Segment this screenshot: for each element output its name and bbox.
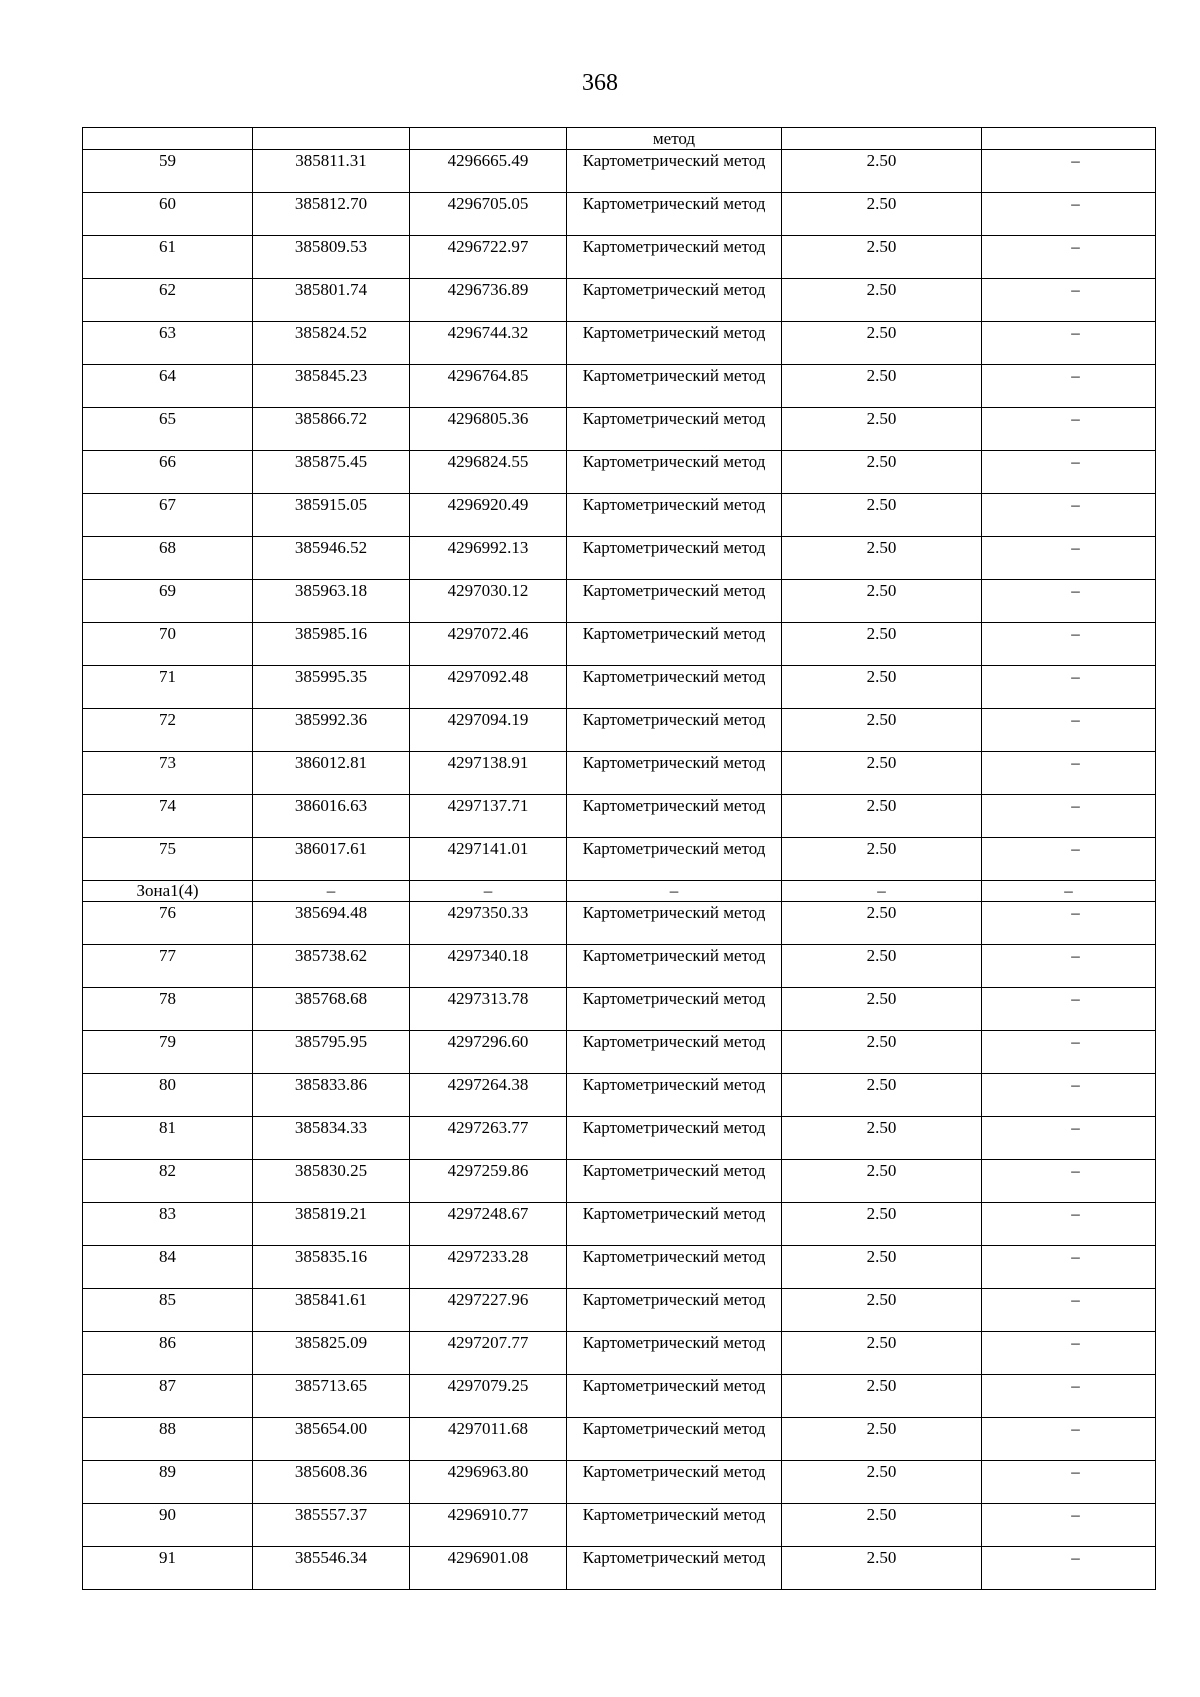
cell-x: 385875.45	[253, 451, 410, 494]
cell-note: –	[982, 580, 1156, 623]
cell-note: –	[982, 988, 1156, 1031]
cell-error: 2.50	[782, 1117, 982, 1160]
cell-note: –	[982, 236, 1156, 279]
cell-number: 61	[83, 236, 253, 279]
table-row	[83, 988, 1156, 1031]
cell-note: –	[982, 838, 1156, 881]
table-row	[83, 236, 1156, 279]
cell-method: Картометрический метод	[567, 902, 782, 945]
cell-y: 4296764.85	[410, 365, 567, 408]
cell-x: 385992.36	[253, 709, 410, 752]
cell-x: 385833.86	[253, 1074, 410, 1117]
table-body	[83, 128, 1156, 1590]
cell-number: 85	[83, 1289, 253, 1332]
cell-note: –	[982, 451, 1156, 494]
cell-number: 84	[83, 1246, 253, 1289]
cell-x: 385819.21	[253, 1203, 410, 1246]
cell-x: 385845.23	[253, 365, 410, 408]
cell-method: метод	[567, 128, 782, 150]
cell-method: Картометрический метод	[567, 945, 782, 988]
cell-note: –	[982, 1461, 1156, 1504]
table-row	[83, 1160, 1156, 1203]
cell-error: 2.50	[782, 1332, 982, 1375]
cell-note: –	[982, 193, 1156, 236]
cell-number	[83, 128, 253, 150]
cell-number: 69	[83, 580, 253, 623]
cell-x: 385801.74	[253, 279, 410, 322]
cell-y: 4296705.05	[410, 193, 567, 236]
cell-y: 4297092.48	[410, 666, 567, 709]
cell-number: 74	[83, 795, 253, 838]
cell-x: 386017.61	[253, 838, 410, 881]
cell-method: Картометрический метод	[567, 236, 782, 279]
cell-method: Картометрический метод	[567, 408, 782, 451]
cell-number: 87	[83, 1375, 253, 1418]
cell-note	[982, 128, 1156, 150]
cell-x: –	[253, 881, 410, 902]
cell-method: Картометрический метод	[567, 1031, 782, 1074]
cell-error: 2.50	[782, 365, 982, 408]
cell-method: –	[567, 881, 782, 902]
cell-number: 70	[83, 623, 253, 666]
table-row	[83, 408, 1156, 451]
cell-note: –	[982, 408, 1156, 451]
cell-error: 2.50	[782, 322, 982, 365]
table-row	[83, 1246, 1156, 1289]
cell-note: –	[982, 537, 1156, 580]
cell-x: 385830.25	[253, 1160, 410, 1203]
cell-method: Картометрический метод	[567, 1117, 782, 1160]
table-row	[83, 1332, 1156, 1375]
cell-method: Картометрический метод	[567, 666, 782, 709]
cell-x: 385546.34	[253, 1547, 410, 1590]
cell-y: 4297350.33	[410, 902, 567, 945]
cell-number: 72	[83, 709, 253, 752]
cell-method: Картометрический метод	[567, 537, 782, 580]
cell-error: 2.50	[782, 1289, 982, 1332]
cell-error	[782, 128, 982, 150]
cell-error: 2.50	[782, 451, 982, 494]
cell-method: Картометрический метод	[567, 279, 782, 322]
cell-note: –	[982, 279, 1156, 322]
cell-y: 4297264.38	[410, 1074, 567, 1117]
cell-method: Картометрический метод	[567, 838, 782, 881]
cell-number: 86	[83, 1332, 253, 1375]
cell-y: 4297248.67	[410, 1203, 567, 1246]
table-row	[83, 1117, 1156, 1160]
cell-method: Картометрический метод	[567, 580, 782, 623]
cell-x: 385825.09	[253, 1332, 410, 1375]
cell-error: 2.50	[782, 279, 982, 322]
cell-method: Картометрический метод	[567, 623, 782, 666]
cell-method: Картометрический метод	[567, 322, 782, 365]
cell-number: 68	[83, 537, 253, 580]
cell-x: 385946.52	[253, 537, 410, 580]
cell-number: 88	[83, 1418, 253, 1461]
cell-y: 4297263.77	[410, 1117, 567, 1160]
cell-y: 4297072.46	[410, 623, 567, 666]
cell-note: –	[982, 881, 1156, 902]
cell-error: 2.50	[782, 236, 982, 279]
cell-number: 60	[83, 193, 253, 236]
cell-x: 385811.31	[253, 150, 410, 193]
cell-number: 62	[83, 279, 253, 322]
cell-number: 63	[83, 322, 253, 365]
cell-note: –	[982, 494, 1156, 537]
cell-error: 2.50	[782, 1246, 982, 1289]
cell-x: 385694.48	[253, 902, 410, 945]
cell-method: Картометрический метод	[567, 1074, 782, 1117]
cell-x: 385834.33	[253, 1117, 410, 1160]
table-row	[83, 1031, 1156, 1074]
cell-error: 2.50	[782, 752, 982, 795]
cell-method: Картометрический метод	[567, 1418, 782, 1461]
cell-y: 4296920.49	[410, 494, 567, 537]
cell-error: 2.50	[782, 193, 982, 236]
cell-note: –	[982, 1332, 1156, 1375]
table-row	[83, 1418, 1156, 1461]
cell-method: Картометрический метод	[567, 365, 782, 408]
cell-method: Картометрический метод	[567, 1547, 782, 1590]
table-row	[83, 365, 1156, 408]
cell-error: –	[782, 881, 982, 902]
cell-y: 4297207.77	[410, 1332, 567, 1375]
cell-y: 4296824.55	[410, 451, 567, 494]
table-row	[83, 1547, 1156, 1590]
cell-number: 66	[83, 451, 253, 494]
table-row	[83, 666, 1156, 709]
cell-x: 385654.00	[253, 1418, 410, 1461]
cell-number: 83	[83, 1203, 253, 1246]
cell-note: –	[982, 150, 1156, 193]
cell-number: 82	[83, 1160, 253, 1203]
cell-note: –	[982, 1375, 1156, 1418]
coordinates-table	[82, 127, 1156, 1590]
cell-error: 2.50	[782, 1203, 982, 1246]
cell-x: 385835.16	[253, 1246, 410, 1289]
cell-number: Зона1(4)	[83, 881, 253, 902]
table-row	[83, 795, 1156, 838]
cell-error: 2.50	[782, 1031, 982, 1074]
cell-y: –	[410, 881, 567, 902]
cell-x: 385824.52	[253, 322, 410, 365]
cell-y: 4297138.91	[410, 752, 567, 795]
cell-y: 4296992.13	[410, 537, 567, 580]
cell-method: Картометрический метод	[567, 1289, 782, 1332]
cell-method: Картометрический метод	[567, 1461, 782, 1504]
table-row	[83, 623, 1156, 666]
cell-y: 4297079.25	[410, 1375, 567, 1418]
cell-y: 4297094.19	[410, 709, 567, 752]
cell-number: 78	[83, 988, 253, 1031]
cell-x: 385995.35	[253, 666, 410, 709]
cell-number: 89	[83, 1461, 253, 1504]
cell-note: –	[982, 752, 1156, 795]
zone-row	[83, 881, 1156, 902]
cell-x: 385713.65	[253, 1375, 410, 1418]
cell-y: 4296805.36	[410, 408, 567, 451]
table-row	[83, 1375, 1156, 1418]
table-row	[83, 1461, 1156, 1504]
cell-note: –	[982, 666, 1156, 709]
page-number: 368	[582, 70, 618, 96]
cell-y: 4297296.60	[410, 1031, 567, 1074]
cell-y: 4296963.80	[410, 1461, 567, 1504]
cell-error: 2.50	[782, 1074, 982, 1117]
cell-number: 91	[83, 1547, 253, 1590]
cell-error: 2.50	[782, 150, 982, 193]
cell-y: 4297137.71	[410, 795, 567, 838]
cell-number: 76	[83, 902, 253, 945]
cell-x: 385866.72	[253, 408, 410, 451]
cell-error: 2.50	[782, 1504, 982, 1547]
cell-x: 385812.70	[253, 193, 410, 236]
cell-x: 385768.68	[253, 988, 410, 1031]
table-row	[83, 537, 1156, 580]
cell-y: 4296736.89	[410, 279, 567, 322]
cell-method: Картометрический метод	[567, 1332, 782, 1375]
cell-note: –	[982, 1074, 1156, 1117]
cell-x: 385963.18	[253, 580, 410, 623]
cell-y: 4297011.68	[410, 1418, 567, 1461]
cell-y: 4297227.96	[410, 1289, 567, 1332]
cell-note: –	[982, 709, 1156, 752]
table-row	[83, 193, 1156, 236]
cell-number: 64	[83, 365, 253, 408]
cell-note: –	[982, 945, 1156, 988]
cell-error: 2.50	[782, 623, 982, 666]
cell-note: –	[982, 1547, 1156, 1590]
cell-error: 2.50	[782, 1547, 982, 1590]
cell-note: –	[982, 1246, 1156, 1289]
cell-y: 4296722.97	[410, 236, 567, 279]
table-row	[83, 279, 1156, 322]
table-row	[83, 752, 1156, 795]
cell-method: Картометрический метод	[567, 1504, 782, 1547]
cell-y: 4297259.86	[410, 1160, 567, 1203]
cell-method: Картометрический метод	[567, 1203, 782, 1246]
cell-x: 386012.81	[253, 752, 410, 795]
cell-y: 4297340.18	[410, 945, 567, 988]
cell-method: Картометрический метод	[567, 150, 782, 193]
cell-y: 4296665.49	[410, 150, 567, 193]
cell-note: –	[982, 1160, 1156, 1203]
cell-x: 385915.05	[253, 494, 410, 537]
cell-number: 81	[83, 1117, 253, 1160]
cell-method: Картометрический метод	[567, 1160, 782, 1203]
cell-y: 4297141.01	[410, 838, 567, 881]
cell-method: Картометрический метод	[567, 193, 782, 236]
cell-error: 2.50	[782, 838, 982, 881]
cell-note: –	[982, 795, 1156, 838]
cell-number: 59	[83, 150, 253, 193]
continuation-row	[83, 128, 1156, 150]
cell-note: –	[982, 1203, 1156, 1246]
cell-number: 77	[83, 945, 253, 988]
cell-error: 2.50	[782, 988, 982, 1031]
cell-number: 80	[83, 1074, 253, 1117]
cell-error: 2.50	[782, 902, 982, 945]
cell-number: 79	[83, 1031, 253, 1074]
cell-y: 4296744.32	[410, 322, 567, 365]
cell-error: 2.50	[782, 580, 982, 623]
cell-method: Картометрический метод	[567, 709, 782, 752]
cell-number: 65	[83, 408, 253, 451]
cell-error: 2.50	[782, 494, 982, 537]
cell-y: 4296901.08	[410, 1547, 567, 1590]
table-row	[83, 494, 1156, 537]
cell-error: 2.50	[782, 945, 982, 988]
cell-method: Картометрический метод	[567, 752, 782, 795]
table-row	[83, 1289, 1156, 1332]
cell-y: 4297233.28	[410, 1246, 567, 1289]
cell-number: 90	[83, 1504, 253, 1547]
cell-error: 2.50	[782, 666, 982, 709]
cell-x: 385809.53	[253, 236, 410, 279]
table-row	[83, 451, 1156, 494]
cell-y: 4297313.78	[410, 988, 567, 1031]
cell-method: Картометрический метод	[567, 494, 782, 537]
cell-number: 71	[83, 666, 253, 709]
cell-error: 2.50	[782, 709, 982, 752]
cell-error: 2.50	[782, 1375, 982, 1418]
cell-note: –	[982, 623, 1156, 666]
cell-number: 75	[83, 838, 253, 881]
table-row	[83, 580, 1156, 623]
cell-note: –	[982, 1418, 1156, 1461]
cell-error: 2.50	[782, 1160, 982, 1203]
table-row	[83, 1074, 1156, 1117]
cell-x: 385608.36	[253, 1461, 410, 1504]
cell-x: 385738.62	[253, 945, 410, 988]
cell-x: 385985.16	[253, 623, 410, 666]
cell-error: 2.50	[782, 795, 982, 838]
cell-method: Картометрический метод	[567, 988, 782, 1031]
cell-x: 385841.61	[253, 1289, 410, 1332]
cell-x: 385557.37	[253, 1504, 410, 1547]
table-row	[83, 322, 1156, 365]
cell-number: 73	[83, 752, 253, 795]
cell-number: 67	[83, 494, 253, 537]
cell-note: –	[982, 902, 1156, 945]
cell-method: Картометрический метод	[567, 795, 782, 838]
cell-error: 2.50	[782, 537, 982, 580]
cell-note: –	[982, 1504, 1156, 1547]
cell-y	[410, 128, 567, 150]
cell-error: 2.50	[782, 408, 982, 451]
table-row	[83, 902, 1156, 945]
cell-method: Картометрический метод	[567, 451, 782, 494]
cell-note: –	[982, 1117, 1156, 1160]
cell-x: 385795.95	[253, 1031, 410, 1074]
table-row	[83, 150, 1156, 193]
cell-y: 4297030.12	[410, 580, 567, 623]
cell-x: 386016.63	[253, 795, 410, 838]
table-row	[83, 1504, 1156, 1547]
cell-method: Картометрический метод	[567, 1375, 782, 1418]
table-row	[83, 709, 1156, 752]
cell-note: –	[982, 1031, 1156, 1074]
cell-note: –	[982, 365, 1156, 408]
cell-note: –	[982, 1289, 1156, 1332]
cell-x	[253, 128, 410, 150]
cell-error: 2.50	[782, 1418, 982, 1461]
cell-y: 4296910.77	[410, 1504, 567, 1547]
table-row	[83, 1203, 1156, 1246]
table-row	[83, 945, 1156, 988]
cell-note: –	[982, 322, 1156, 365]
cell-error: 2.50	[782, 1461, 982, 1504]
table-row	[83, 838, 1156, 881]
cell-method: Картометрический метод	[567, 1246, 782, 1289]
